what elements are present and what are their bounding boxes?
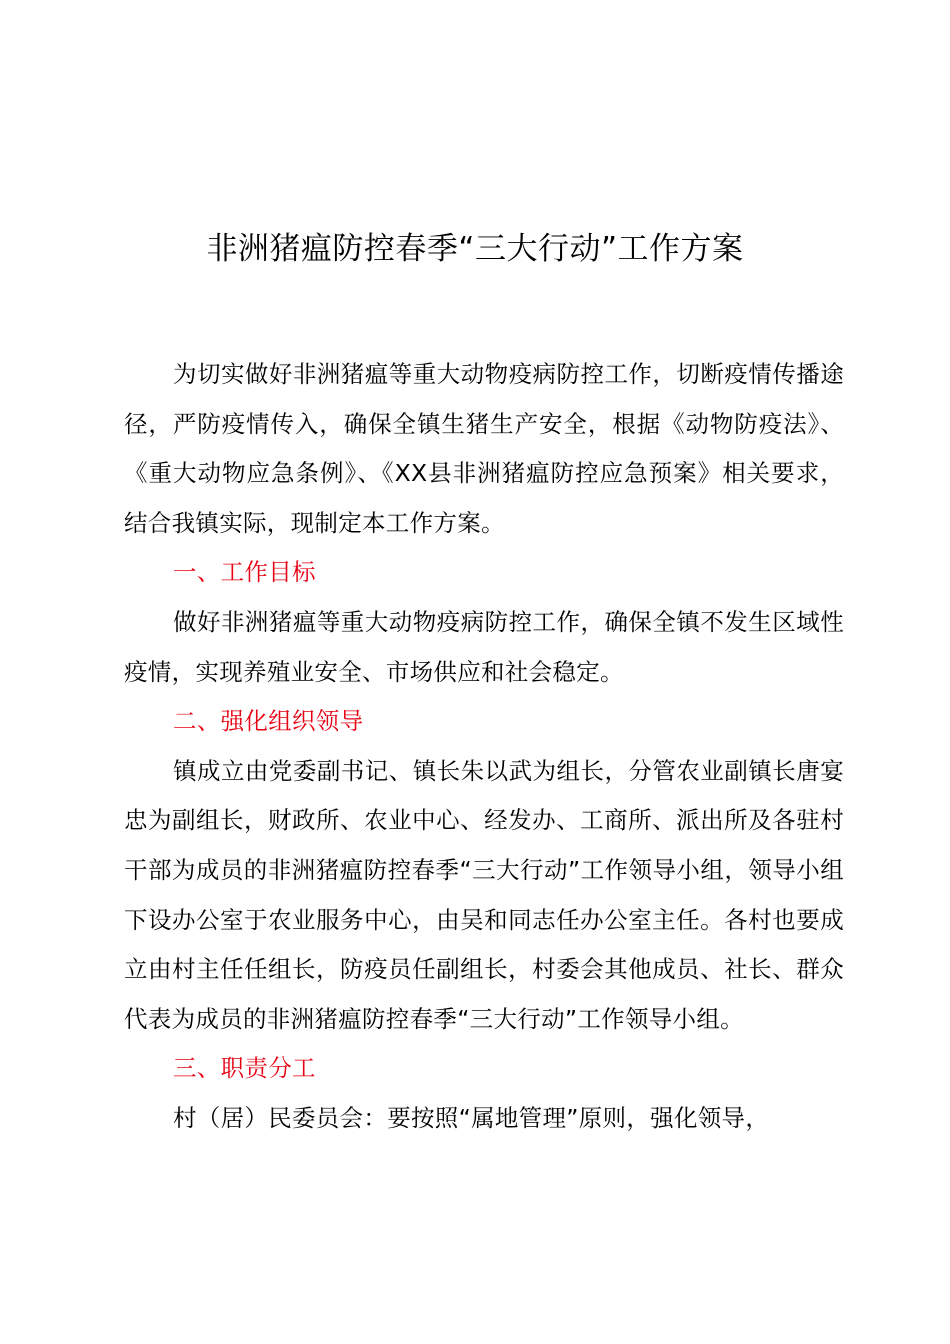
section-heading-leadership: 二、强化组织领导 — [173, 707, 364, 736]
section-text-leadership: 镇成立由党委副书记、镇长朱以武为组长，分管农业副镇长唐宴忠为副组长，财政所、农业中心、经发办、工商所、派出所及各驻村干部为成员的非洲猪瘟防控春季“三大行动”工作领导小组，领导小组下设办公室于农业服务中心，由吴和同志任办公室主任。各村也要成立由村主任任组长，防疫员任副组长，村委会其他成员、社长、群众代表为成员的非洲猪瘟防控春季“三大行动”工作领导小组。 — [124, 756, 844, 1033]
section-text-goals: 做好非洲猪瘟等重大动物疫病防控工作，确保全镇不发生区域性疫情，实现养殖业安全、市场供应和社会稳定。 — [124, 607, 844, 686]
section-heading-duties: 三、职责分工 — [173, 1054, 316, 1083]
section-heading-goals: 一、工作目标 — [173, 558, 316, 587]
document-body — [124, 350, 844, 1144]
section-text-duties: 村（居）民委员会：要按照“属地管理”原则，强化领导， — [173, 1103, 770, 1132]
document-title: 非洲猪瘟防控春季“三大行动”工作方案 — [206, 231, 744, 267]
intro-paragraph: 为切实做好非洲猪瘟等重大动物疫病防控工作，切断疫情传播途径，严防疫情传入，确保全镇生猪生产安全，根据《动物防疫法》、《重大动物应急条例》、《XX县非洲猪瘟防控应急预案》相关要求，结合我镇实际，现制定本工作方案。 — [124, 360, 844, 537]
